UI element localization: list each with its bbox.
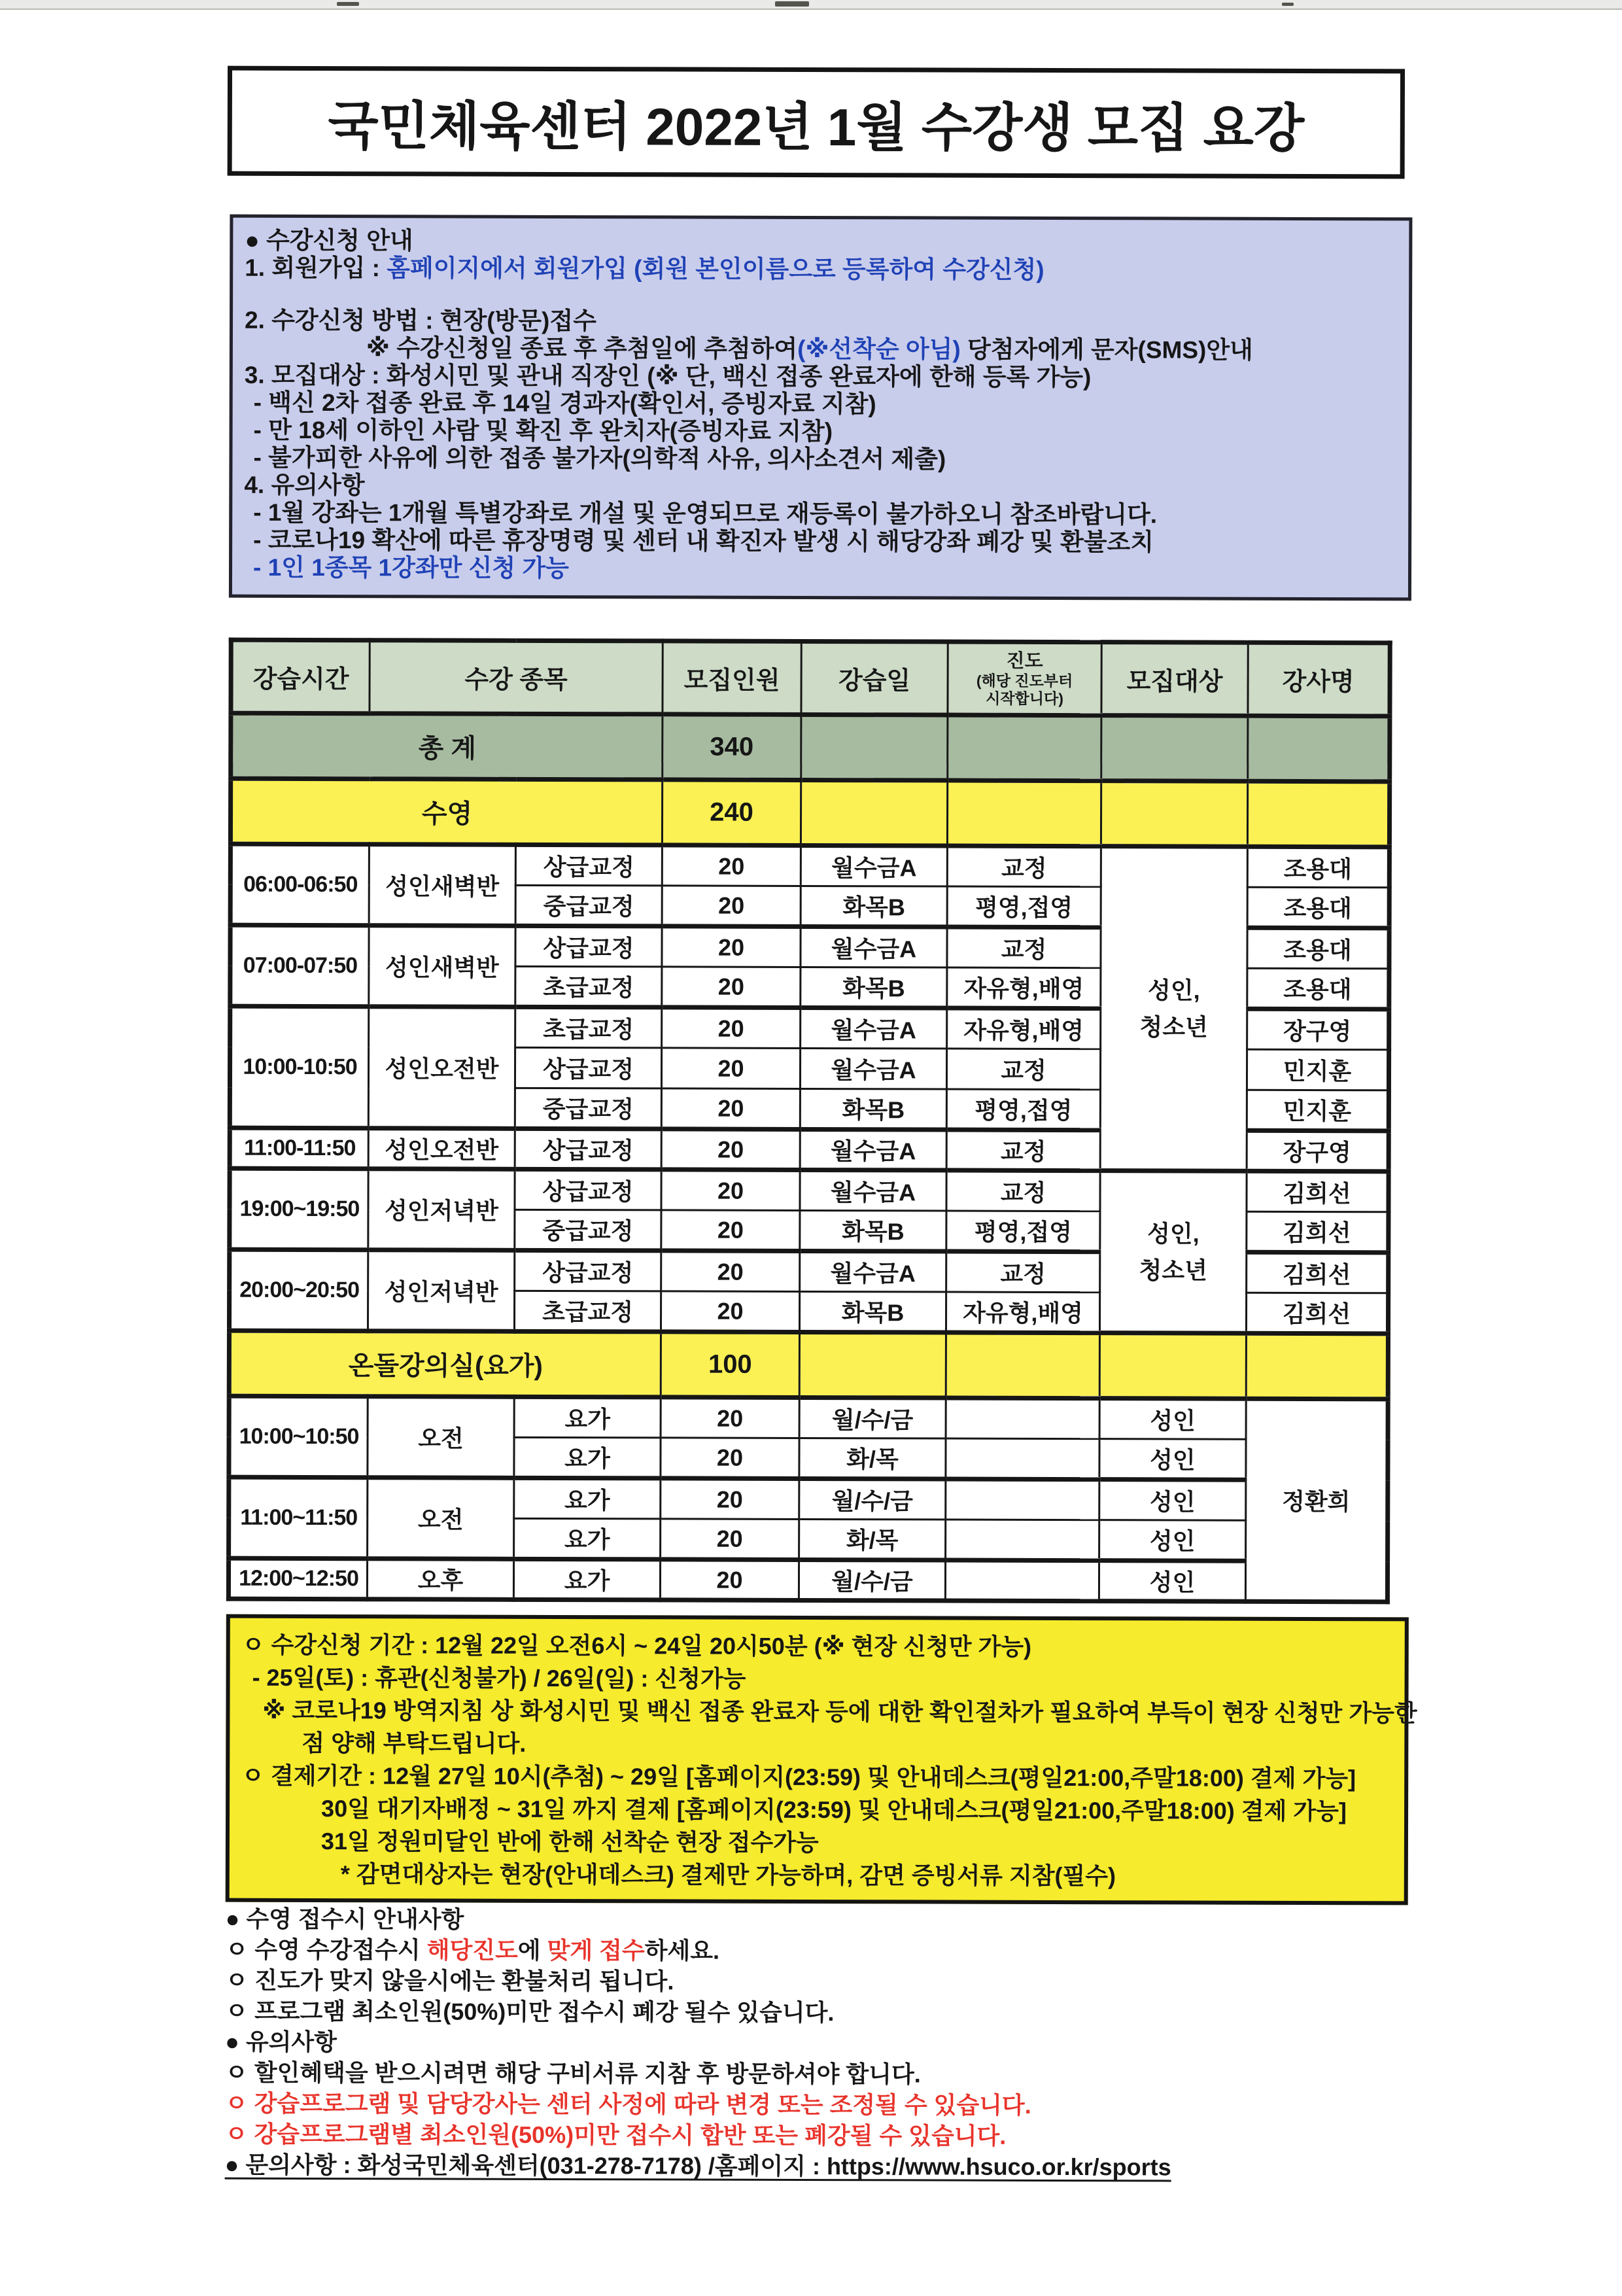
page-title: 국민체육센터 2022년 1월 수강생 모집 요강 [328, 96, 1305, 158]
col-header-target: 모집대상 [1101, 642, 1248, 716]
cell-empty [1246, 1333, 1388, 1399]
cell-capacity: 20 [661, 1478, 799, 1520]
cell-group: 오전 [368, 1397, 514, 1478]
cell-instructor: 조용대 [1247, 968, 1389, 1009]
cell-target: 성인 [1099, 1480, 1246, 1521]
cell-subject: 상급교정 [515, 1047, 661, 1088]
contact-line [225, 2149, 1410, 2183]
note-refund: ㅇ 진도가 맞지 않을시에는 환불처리 됩니다. [225, 1966, 674, 1995]
cell-instructor: 김희선 [1247, 1211, 1389, 1253]
cell-capacity: 20 [662, 967, 801, 1008]
cell-capacity: 20 [661, 1519, 799, 1560]
cell-target: 성인, 청소년 [1099, 1171, 1247, 1334]
note-text-red: 맞게 접수 [547, 1936, 645, 1964]
cell-time: 12:00~12:50 [228, 1558, 367, 1599]
cell-time: 07:00-07:50 [230, 925, 369, 1007]
cell-instructor: 조용대 [1247, 846, 1389, 888]
note-text-red: 해당진도 [426, 1936, 518, 1964]
cell-empty [801, 780, 947, 846]
cell-days: 월/수/금 [799, 1397, 946, 1438]
cell-empty [947, 780, 1101, 846]
note-discount-docs: ㅇ 할인혜택을 받으시려면 해당 구비서류 지참 후 방문하셔야 합니다. [224, 2059, 921, 2088]
guide-line-lottery [245, 334, 1394, 365]
cell-subject: 초급교정 [514, 1291, 661, 1332]
cell-level: 자유형,배영 [946, 1292, 1099, 1333]
guide-line-under18: - 만 18세 이하인 사람 및 확진 후 완치자(증빙자료 지참) [253, 416, 833, 445]
cell-capacity: 20 [661, 1438, 799, 1479]
guide-text-blue: (※선착순 아님) [797, 335, 961, 363]
cell-days: 월수금A [801, 1007, 947, 1049]
cell-days: 화목B [801, 967, 947, 1008]
cell-level: 교정 [947, 846, 1101, 887]
cell-time: 19:00~19:50 [230, 1168, 368, 1250]
cell-target: 성인 [1099, 1399, 1246, 1440]
table-header-row [231, 640, 1390, 716]
guide-text-blue: 홈페이지에서 회원가입 (회원 본인이름으로 등록하여 수강신청) [387, 254, 1044, 283]
cell-capacity: 20 [661, 1210, 800, 1251]
table-row [229, 1396, 1388, 1440]
col-header-level-sub2: 시작합니다) [986, 689, 1063, 707]
cell-swim-label: 수영 [230, 778, 662, 845]
table-row [228, 1558, 1387, 1602]
cell-level: 교정 [946, 1170, 1100, 1211]
table-row [230, 1168, 1389, 1212]
cell-group: 성인새벽반 [369, 926, 515, 1007]
period-line-payment: ㅇ 결제기간 : 12월 27일 10시(추첨) ~ 29일 [홈페이지(23:59) 및 안내데스크(평일21:00,주말18:00) 결제 가능] [241, 1762, 1356, 1792]
cell-instructor: 조용대 [1247, 928, 1389, 969]
cell-days: 화목B [800, 1088, 946, 1130]
cell-empty [1101, 781, 1247, 847]
cell-level: 자유형,배영 [947, 967, 1101, 1009]
cell-level: 평영,접영 [946, 1089, 1100, 1130]
cell-days: 월수금A [800, 1129, 946, 1170]
cell-capacity: 20 [661, 1048, 800, 1089]
cell-level: 교정 [946, 1251, 1100, 1293]
cell-instructor: 장구영 [1247, 1130, 1389, 1172]
guide-line-covid: - 코로나19 확산에 따른 휴장명령 및 센터 내 확진자 발생 시 해당강좌 폐강 및 환불조치 [253, 526, 1154, 556]
cell-capacity: 20 [661, 1397, 799, 1438]
cell-empty [948, 715, 1101, 781]
col-header-days: 강습일 [801, 641, 948, 715]
note-text: 하세요. [644, 1937, 720, 1964]
cell-days: 월수금A [800, 1251, 946, 1292]
cell-instructor: 정환희 [1245, 1399, 1388, 1602]
contact-text: ● 문의사항 : 화성국민체육센터(031-278-7178) /홈페이지 : [224, 2151, 827, 2180]
swim-notes-heading: ● 수영 접수시 안내사항 [225, 1905, 464, 1933]
period-line-covid2: 점 양해 부탁드립니다. [302, 1729, 526, 1757]
guide-line-caution: 4. 유의사항 [244, 471, 365, 499]
cell-level: 교정 [946, 1049, 1100, 1090]
cell-target: 성인 [1099, 1520, 1246, 1561]
cell-instructor: 조용대 [1247, 887, 1389, 928]
cell-subject: 중급교정 [515, 885, 662, 926]
cell-level-empty [945, 1560, 1099, 1601]
cell-instructor: 장구영 [1247, 1009, 1389, 1050]
guide-line-exempt: - 불가피한 사유에 의한 접종 불가자(의학적 사유, 의사소견서 제출) [253, 444, 946, 473]
note-level-match [225, 1934, 1410, 1968]
cell-days: 월/수/금 [799, 1559, 945, 1601]
note-schedule-change: ㅇ 강습프로그램 및 담당강사는 센터 사정에 따라 변경 또는 조정될 수 있습니다. [224, 2089, 1031, 2119]
cell-empty [801, 714, 948, 780]
guide-line-membership [245, 254, 1394, 285]
guide-text: ※ 수강신청일 종료 후 추첨일에 추첨하여 [366, 334, 798, 362]
cell-capacity: 20 [662, 926, 801, 967]
cell-capacity: 20 [661, 1088, 800, 1130]
col-header-time: 강습시간 [231, 640, 370, 714]
guide-line-method: 2. 수강신청 방법 : 현장(방문)접수 [244, 306, 596, 335]
table-row-swim-section [230, 778, 1389, 847]
cell-time: 06:00-06:50 [230, 844, 369, 926]
cell-instructor: 민지훈 [1247, 1090, 1389, 1131]
cell-total-capacity: 340 [663, 714, 801, 780]
cell-subject: 중급교정 [515, 1209, 661, 1251]
cell-time: 11:00~11:50 [229, 1477, 368, 1559]
cell-instructor: 김희선 [1246, 1293, 1388, 1334]
cell-days: 월수금A [801, 926, 947, 967]
cell-subject: 상급교정 [515, 1250, 661, 1291]
period-line-waitlist: 30일 대기자배정 ~ 31일 까지 결제 [홈페이지(23:59) 및 안내데스크(평일21:00,주말18:00) 결제 가능] [321, 1795, 1347, 1825]
cell-time: 10:00~10:50 [229, 1396, 368, 1478]
cell-days: 월/수/금 [799, 1478, 946, 1520]
bottom-notes [225, 1904, 1411, 2183]
cell-subject: 요가 [514, 1437, 661, 1478]
col-header-subject: 수강 종목 [370, 640, 663, 714]
cell-level: 교정 [947, 927, 1101, 968]
website-url: https://www.hsuco.or.kr/sports [826, 2153, 1171, 2181]
cell-group: 성인저녁반 [368, 1169, 515, 1251]
cell-capacity: 20 [662, 1007, 801, 1049]
cell-days: 화/목 [799, 1519, 946, 1560]
registration-guide-box [229, 215, 1413, 601]
cell-yoga-label: 온돌강의실(요가) [229, 1331, 661, 1397]
cell-days: 화목B [799, 1291, 946, 1332]
cell-empty [799, 1332, 946, 1398]
cell-level: 교정 [946, 1130, 1100, 1171]
col-header-capacity: 모집인원 [663, 641, 801, 715]
cell-days: 월수금A [801, 845, 947, 886]
period-line-covid: ※ 코로나19 방역지침 상 화성시민 및 백신 접종 완료자 등에 대한 확인절차가 필요하여 부득이 현장 신청만 가능한 [262, 1696, 1417, 1727]
note-merge-cancel: ㅇ 강습프로그램별 최소인원(50%)미만 접수시 합반 또는 폐강될 수 있습니다. [224, 2120, 1007, 2149]
period-line-apply: ㅇ 수강신청 기간 : 12월 22일 오전6시 ~ 24일 20시50분 (※ 현장 신청만 가능) [241, 1631, 1032, 1660]
cell-capacity: 20 [661, 1170, 800, 1211]
cell-days: 화/목 [799, 1438, 946, 1479]
registration-period-box [226, 1614, 1417, 1905]
cell-target: 성인 [1099, 1561, 1245, 1602]
cell-target: 성인 [1099, 1439, 1246, 1480]
cell-time: 11:00-11:50 [230, 1128, 368, 1169]
cell-empty [1248, 716, 1390, 782]
cell-swim-capacity: 240 [662, 780, 801, 846]
cell-subject: 요가 [514, 1518, 661, 1559]
note-min-capacity: ㅇ 프로그램 최소인원(50%)미만 접수시 폐강 될수 있습니다. [225, 1997, 835, 2026]
caution-heading: ● 유의사항 [225, 2028, 337, 2056]
guide-heading: ● 수강신청 안내 [245, 226, 413, 254]
guide-text: 1. 회원가입 : [245, 254, 387, 282]
guide-line-eligibility: 3. 모집대상 : 화성시민 및 관내 직장인 (※ 단, 백신 접종 완료자에 한해 등록 가능) [244, 361, 1092, 391]
cell-empty [1247, 781, 1389, 847]
cell-group: 오전 [368, 1478, 514, 1559]
cell-instructor: 민지훈 [1247, 1049, 1389, 1090]
cell-time: 10:00-10:50 [230, 1006, 368, 1128]
guide-text: 당첨자에게 문자(SMS)안내 [960, 336, 1253, 364]
cell-level-empty [946, 1520, 1099, 1561]
cell-days: 화목B [801, 886, 947, 927]
cell-target: 성인, 청소년 [1100, 846, 1247, 1172]
cell-days: 월수금A [800, 1170, 946, 1211]
cell-yoga-capacity: 100 [661, 1332, 799, 1398]
cell-level: 자유형,배영 [947, 1008, 1101, 1049]
spacer [245, 282, 1394, 310]
table-row-yoga-section [229, 1331, 1388, 1399]
table-row-total [231, 713, 1390, 782]
cell-capacity: 20 [661, 1251, 800, 1292]
cell-subject: 요가 [514, 1478, 661, 1519]
cell-subject: 중급교정 [515, 1088, 661, 1129]
cell-level: 평영,접영 [947, 886, 1101, 928]
cell-subject: 상급교정 [515, 1128, 661, 1170]
cell-subject: 상급교정 [515, 926, 662, 967]
guide-line-one-course: - 1인 1종목 1강좌만 신청 가능 [252, 553, 569, 582]
cell-empty [1101, 716, 1248, 782]
col-header-level [948, 642, 1101, 716]
cell-capacity: 20 [661, 1129, 800, 1170]
guide-line-vaccine: - 백신 2차 접종 완료 후 14일 경과자(확인서, 증빙자료 지참) [253, 389, 876, 418]
cell-capacity: 20 [662, 886, 801, 927]
cell-subject: 초급교정 [515, 966, 662, 1007]
cell-instructor: 김희선 [1247, 1252, 1389, 1293]
table-row [229, 1477, 1388, 1521]
period-line-holiday: - 25일(토) : 휴관(신청불가) / 26일(일) : 신청가능 [252, 1663, 746, 1692]
cell-instructor: 김희선 [1247, 1171, 1389, 1212]
cell-subject: 초급교정 [515, 1007, 662, 1048]
cell-group: 오후 [367, 1559, 513, 1600]
cell-empty [1099, 1333, 1246, 1399]
period-line-walkin: 31일 정원미달인 반에 한해 선착순 현장 접수가능 [320, 1828, 819, 1856]
cell-group: 성인새벽반 [369, 844, 515, 926]
col-header-level-title: 진도 [1006, 650, 1043, 672]
cell-days: 월수금A [800, 1048, 946, 1089]
cell-total-label: 총 계 [231, 713, 663, 780]
cell-level-empty [946, 1438, 1099, 1480]
schedule-table [226, 638, 1392, 1605]
cell-group: 성인오전반 [368, 1128, 515, 1170]
guide-line-special: - 1월 강좌는 1개월 특별강좌로 개설 및 운영되므로 재등록이 불가하오니 참조바랍니다. [253, 498, 1158, 529]
note-text: 에 [517, 1936, 547, 1964]
cell-group: 성인저녁반 [368, 1250, 514, 1332]
cell-level-empty [946, 1479, 1099, 1520]
cell-days: 화목B [800, 1210, 946, 1251]
title-box [228, 66, 1405, 179]
cell-group: 성인오전반 [368, 1007, 515, 1129]
cell-subject: 요가 [514, 1397, 661, 1438]
cell-subject: 상급교정 [515, 1169, 661, 1210]
col-header-instructor: 강사명 [1248, 642, 1390, 716]
cell-subject: 요가 [513, 1559, 660, 1600]
cell-capacity: 20 [660, 1559, 799, 1601]
cell-subject: 상급교정 [515, 844, 662, 886]
cell-level-empty [946, 1398, 1099, 1439]
cell-empty [946, 1332, 1099, 1399]
col-header-level-sub1: (해당 진도부터 [976, 672, 1073, 689]
cell-capacity: 20 [661, 1291, 799, 1332]
note-text: ㅇ 수영 수강접수시 [225, 1936, 427, 1964]
cell-time: 20:00~20:50 [229, 1249, 368, 1331]
cell-level: 평영,접영 [946, 1211, 1100, 1252]
cell-capacity: 20 [662, 845, 801, 886]
table-row [230, 844, 1389, 888]
period-line-discount: * 감면대상자는 현장(안내데스크) 결제만 가능하며, 감면 증빙서류 지참(필수) [340, 1860, 1116, 1890]
